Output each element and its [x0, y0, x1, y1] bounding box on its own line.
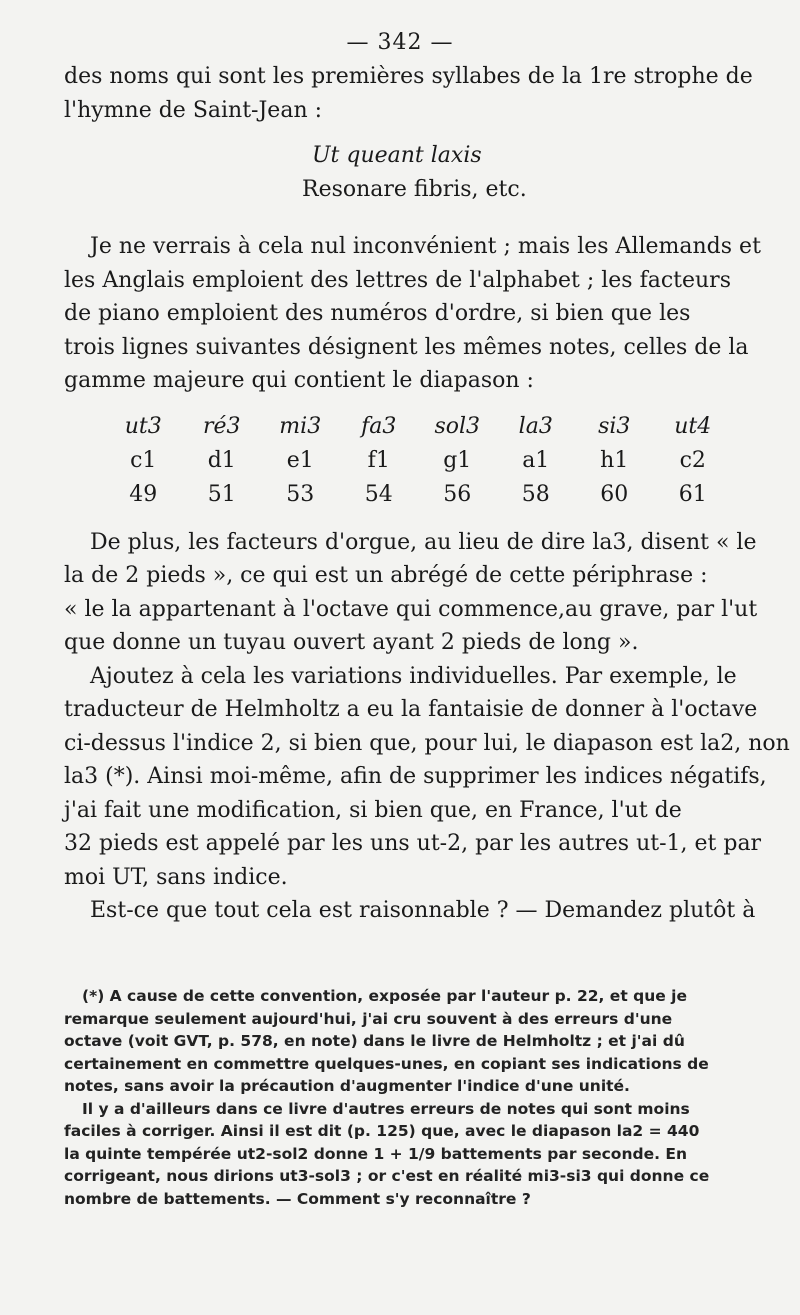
- text-line: trois lignes suivantes désignent les mêmes notes, celles de la: [64, 334, 749, 360]
- text-line: ci-dessus l'indice 2, si bien que, pour lui, le diapason est la2, non: [64, 730, 790, 756]
- text-line: « le la appartenant à l'octave qui commence,au grave, par l'ut: [64, 596, 758, 622]
- footnote-line: faciles à corriger. Ainsi il est dit (p. 125) que, avec le diapason la2 = 440: [64, 1122, 700, 1140]
- note-cell: ré3: [202, 413, 241, 439]
- text-line: j'ai fait une modification, si bien que, en France, l'ut de: [64, 797, 682, 823]
- note-cell: sol3: [434, 413, 481, 439]
- footnote-line: corrigeant, nous dirions ut3-sol3 ; or c'est en réalité mi3-si3 qui donne ce: [64, 1167, 710, 1185]
- note-cell: 49: [129, 481, 158, 507]
- text-line: que donne un tuyau ouvert ayant 2 pieds de long ».: [64, 630, 639, 655]
- note-cell: 53: [286, 481, 315, 507]
- note-cell: ut3: [124, 413, 162, 439]
- footnote-line: nombre de battements. — Comment s'y reconnaître ?: [64, 1189, 531, 1208]
- note-cell: mi3: [279, 413, 322, 439]
- note-cell: 58: [521, 481, 550, 507]
- note-cell: ut4: [674, 413, 712, 439]
- note-cell: g1: [443, 447, 472, 473]
- note-cell: h1: [600, 447, 629, 473]
- text-line: De plus, les facteurs d'orgue, au lieu de dire la3, disent « le: [90, 529, 757, 555]
- main-text: [64, 60, 790, 928]
- text-line: la3 (*). Ainsi moi-même, afin de supprimer les indices négatifs,: [64, 764, 767, 789]
- note-cell: la3: [518, 413, 553, 439]
- verse-line: Ut queant laxis: [312, 143, 482, 168]
- text-line: la de 2 pieds », ce qui est un abrégé de cette périphrase :: [64, 563, 708, 588]
- note-cell: 60: [600, 481, 629, 507]
- footnote-line: notes, sans avoir la précaution d'augmenter l'indice d'une unité.: [64, 1077, 630, 1095]
- footnote-line: certainement en commettre quelques-unes, en copiant ses indications de: [64, 1054, 709, 1073]
- footnote-line: (*) A cause de cette convention, exposée par l'auteur p. 22, et que je: [82, 987, 687, 1005]
- text-line: des noms qui sont les premières syllabes de la 1re strophe de: [64, 64, 753, 89]
- note-cell: 51: [207, 481, 236, 507]
- text-line: Je ne verrais à cela nul inconvénient ; mais les Allemands et: [90, 234, 761, 259]
- footnote-line: octave (voit GVT, p. 578, en note) dans le livre de Helmholtz ; et j'ai dû: [64, 1032, 685, 1050]
- note-cell: 54: [364, 481, 393, 507]
- note-cell: c2: [679, 447, 706, 473]
- note-cell: a1: [522, 447, 550, 473]
- note-cell: si3: [598, 413, 631, 439]
- numbers-row: [64, 478, 732, 512]
- note-cell: c1: [130, 447, 157, 473]
- text-line: l'hymne de Saint-Jean :: [64, 97, 323, 123]
- letters-row: [64, 444, 732, 478]
- text-line: de piano emploient des numéros d'ordre, si bien que les: [64, 301, 691, 326]
- note-cell: f1: [367, 447, 390, 473]
- text-line: 32 pieds est appelé par les uns ut-2, par les autres ut-1, et par: [64, 831, 762, 856]
- verse-line: Resonare fibris, etc.: [302, 176, 527, 202]
- text-line: les Anglais emploient des lettres de l'alphabet ; les facteurs: [64, 267, 731, 293]
- text-line: Est-ce que tout cela est raisonnable ? — Demandez plutôt à: [90, 898, 756, 923]
- notes-table: [64, 410, 732, 512]
- note-cell: 61: [678, 481, 707, 507]
- text-line: moi UT, sans indice.: [64, 864, 288, 890]
- footnote-line: la quinte tempérée ut2-sol2 donne 1 + 1/9 battements par seconde. En: [64, 1144, 687, 1163]
- text-line: Ajoutez à cela les variations individuelles. Par exemple, le: [90, 663, 737, 689]
- solfege-row: [64, 410, 732, 444]
- note-cell: d1: [207, 447, 236, 473]
- page-number: — 342 —: [346, 30, 454, 55]
- footnote-line: remarque seulement aujourd'hui, j'ai cru souvent à des erreurs d'une: [64, 1009, 673, 1028]
- text-line: gamme majeure qui contient le diapason :: [64, 368, 534, 393]
- footnote-line: Il y a d'ailleurs dans ce livre d'autres erreurs de notes qui sont moins: [82, 1099, 690, 1118]
- footnote: [64, 985, 732, 1210]
- note-cell: fa3: [361, 413, 397, 439]
- note-cell: e1: [286, 447, 314, 473]
- text-line: traducteur de Helmholtz a eu la fantaisie de donner à l'octave: [64, 697, 758, 722]
- note-cell: 56: [443, 481, 472, 507]
